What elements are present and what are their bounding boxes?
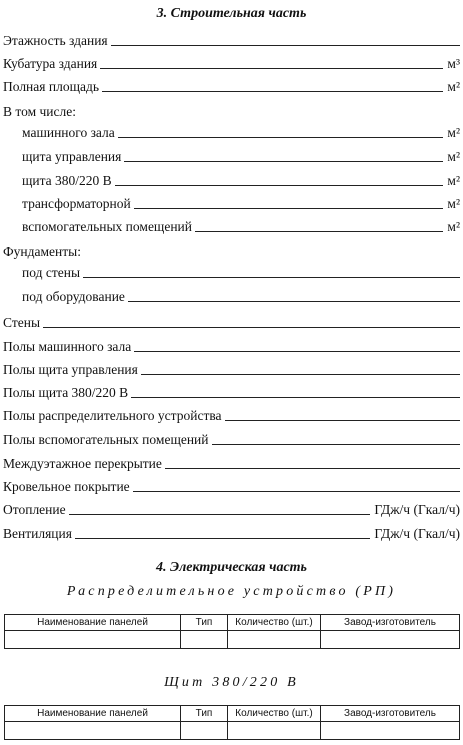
walls-label: Стены (3, 315, 41, 330)
panel-380-field[interactable] (115, 184, 444, 186)
control-panel-field[interactable] (124, 160, 443, 162)
interfloor-field[interactable] (165, 467, 460, 469)
table-cell[interactable] (181, 722, 228, 740)
floors-auxiliary-label: Полы вспомогательных помещений (3, 432, 209, 447)
col-header-type: Тип (181, 615, 228, 631)
area-field[interactable] (102, 90, 443, 92)
interfloor-row (3, 454, 460, 472)
col-header-quantity: Количество (шт.) (228, 615, 321, 631)
col-header-panel-name: Наименование панелей (5, 706, 181, 722)
floors-control-panel-label: Полы щита управления (3, 362, 138, 377)
auxiliary-field[interactable] (195, 230, 443, 232)
area-row (3, 77, 460, 95)
transformer-label: трансформаторной (22, 196, 131, 211)
roofing-field[interactable] (133, 490, 460, 492)
ventilation-row (3, 524, 460, 542)
floors-control-panel-row (3, 360, 460, 378)
including-label: В том числе: (3, 104, 76, 119)
transformer-field[interactable] (134, 207, 444, 209)
panel-380-label: щита 380/220 В (22, 173, 112, 188)
panel-380-title: Щит 380/220 В (164, 675, 299, 690)
floors-auxiliary-row (3, 430, 460, 448)
table-cell[interactable] (321, 722, 460, 740)
ventilation-field[interactable] (75, 537, 370, 539)
under-equipment-field[interactable] (128, 300, 460, 302)
floors-machine-hall-row (3, 337, 460, 355)
under-walls-label: под стены (22, 265, 81, 280)
floors-machine-hall-field[interactable] (134, 350, 460, 352)
table-row (5, 722, 460, 740)
section-4-title: 4. Электрическая часть (156, 560, 307, 575)
transformer-unit: м² (447, 196, 460, 211)
floors-label: Этажность здания (3, 33, 108, 48)
col-header-type: Тип (181, 706, 228, 722)
under-walls-row (22, 263, 460, 281)
table-header-row (5, 706, 460, 722)
floors-auxiliary-field[interactable] (212, 443, 461, 445)
col-header-quantity: Количество (шт.) (228, 706, 321, 722)
ventilation-label: Вентиляция (3, 526, 72, 541)
table-cell[interactable] (228, 722, 321, 740)
floors-row (3, 31, 460, 49)
floors-panel-380-label: Полы щита 380/220 В (3, 385, 129, 400)
machine-hall-label: машинного зала (22, 125, 115, 140)
machine-hall-field[interactable] (118, 136, 444, 138)
auxiliary-unit: м² (447, 219, 460, 234)
area-unit: м² (447, 79, 460, 94)
floors-panel-380-row (3, 383, 460, 401)
table-cell[interactable] (228, 631, 321, 649)
col-header-panel-name: Наименование панелей (5, 615, 181, 631)
machine-hall-unit: м² (447, 125, 460, 140)
floors-switchgear-field[interactable] (225, 419, 460, 421)
interfloor-label: Междуэтажное перекрытие (3, 456, 162, 471)
under-equipment-row (22, 287, 460, 305)
floors-control-panel-field[interactable] (141, 373, 460, 375)
panel-380-row (22, 171, 460, 189)
heating-label: Отопление (3, 502, 66, 517)
under-walls-field[interactable] (83, 276, 460, 278)
foundations-label: Фундаменты: (3, 244, 81, 259)
walls-row (3, 313, 460, 331)
heating-field[interactable] (69, 513, 371, 515)
table-header-row (5, 615, 460, 631)
panel-380-table (4, 705, 460, 740)
table-cell[interactable] (321, 631, 460, 649)
col-header-manufacturer: Завод-изготовитель (321, 706, 460, 722)
volume-unit: м³ (447, 56, 460, 71)
area-label: Полная площадь (3, 79, 99, 94)
floors-switchgear-label: Полы распределительного устройства (3, 408, 222, 423)
section-3-title: 3. Строительная часть (156, 6, 307, 21)
under-equipment-label: под оборудование (22, 289, 125, 304)
volume-field[interactable] (100, 67, 443, 69)
table-row (5, 631, 460, 649)
control-panel-unit: м² (447, 149, 460, 164)
table-cell[interactable] (5, 631, 181, 649)
floors-switchgear-row (3, 406, 460, 424)
ventilation-unit: ГДж/ч (Гкал/ч) (374, 526, 460, 541)
control-panel-label: щита управления (22, 149, 122, 164)
auxiliary-row (22, 217, 460, 235)
table-cell[interactable] (5, 722, 181, 740)
panel-380-unit: м² (447, 173, 460, 188)
floors-machine-hall-label: Полы машинного зала (3, 339, 132, 354)
walls-field[interactable] (43, 326, 460, 328)
volume-label: Кубатура здания (3, 56, 98, 71)
floors-field[interactable] (111, 44, 460, 46)
heating-row (3, 500, 460, 518)
table-cell[interactable] (181, 631, 228, 649)
switchgear-title: Распределительное устройство (РП) (66, 584, 397, 599)
volume-row (3, 54, 460, 72)
heating-unit: ГДж/ч (Гкал/ч) (374, 502, 460, 517)
switchgear-table (4, 614, 460, 649)
floors-panel-380-field[interactable] (131, 396, 460, 398)
control-panel-row (22, 147, 460, 165)
roofing-row (3, 477, 460, 495)
machine-hall-row (22, 123, 460, 141)
auxiliary-label: вспомогательных помещений (22, 219, 192, 234)
roofing-label: Кровельное покрытие (3, 479, 130, 494)
transformer-row (22, 194, 460, 212)
col-header-manufacturer: Завод-изготовитель (321, 615, 460, 631)
